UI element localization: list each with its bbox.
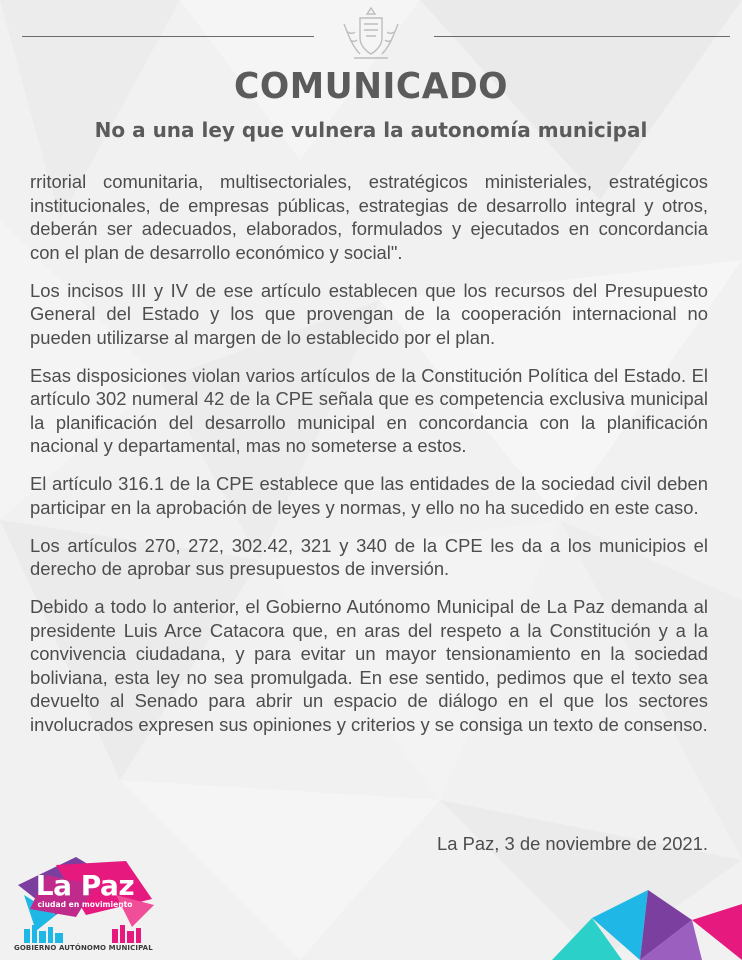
header-rule-right [434,36,730,37]
page-title: COMUNICADO [234,66,508,107]
header-rule-left [22,36,314,37]
paragraph: Debido a todo lo anterior, el Gobierno Autónomo Municipal de La Paz demanda al presidente Luis Arce Catacora que, en aras del respeto a la Constitución y a la convivencia ciudadana, y para evitar un mayor tensionamiento en la sociedad boliviana, esta ley no sea promulgada. En ese sentido, pedimos que el texto sea devuelto al Senado para abrir un espacio de diálogo en el que los sectores involucrados expresen sus opiniones y criterios y se consiga un texto de consenso. [30,596,708,735]
logo-tagline: ciudad en movimiento [37,900,133,909]
paragraph: rritorial comunitaria, multisectoriales, estratégicos ministeriales, estratégicos institucionales, de empresas públicas, estrategias de desarrollo integral y otros, deberán ser adecuados, elaborados, formulados y ejecutados en concordancia con el plan de desarrollo económico y social". [30,171,708,263]
corner-decoration [552,890,742,960]
paragraph: Los incisos III y IV de ese artículo establecen que los recursos del Presupuesto General del Estado y los que provengan de la cooperación internacional no pueden utilizarse al margen de lo establecido por el plan. [30,279,708,348]
paragraph: El artículo 316.1 de la CPE establece que las entidades de la sociedad civil deben participar en la aprobación de leyes y normas, y ello no ha sucedido en este caso. [30,473,708,518]
date-line: La Paz, 3 de noviembre de 2021. [437,833,708,854]
page-subtitle: No a una ley que vulnera la autonomía municipal [94,118,648,142]
logo-name: La Paz [35,869,135,902]
communique-body [30,170,708,751]
coat-of-arms-seal [336,4,406,64]
logo-footer: GOBIERNO AUTÓNOMO MUNICIPAL [14,944,153,952]
paragraph: Esas disposiciones violan varios artículos de la Constitución Política del Estado. El artículo 302 numeral 42 de la CPE señala que es competencia exclusiva municipal la planificación del desarrollo municipal en concordancia con la planificación nacional y departamental, mas no someterse a estos. [30,364,708,456]
paragraph: Los artículos 270, 272, 302.42, 321 y 340 de la CPE les da a los municipios el derecho de aprobar sus presupuestos de inversión. [30,534,708,579]
